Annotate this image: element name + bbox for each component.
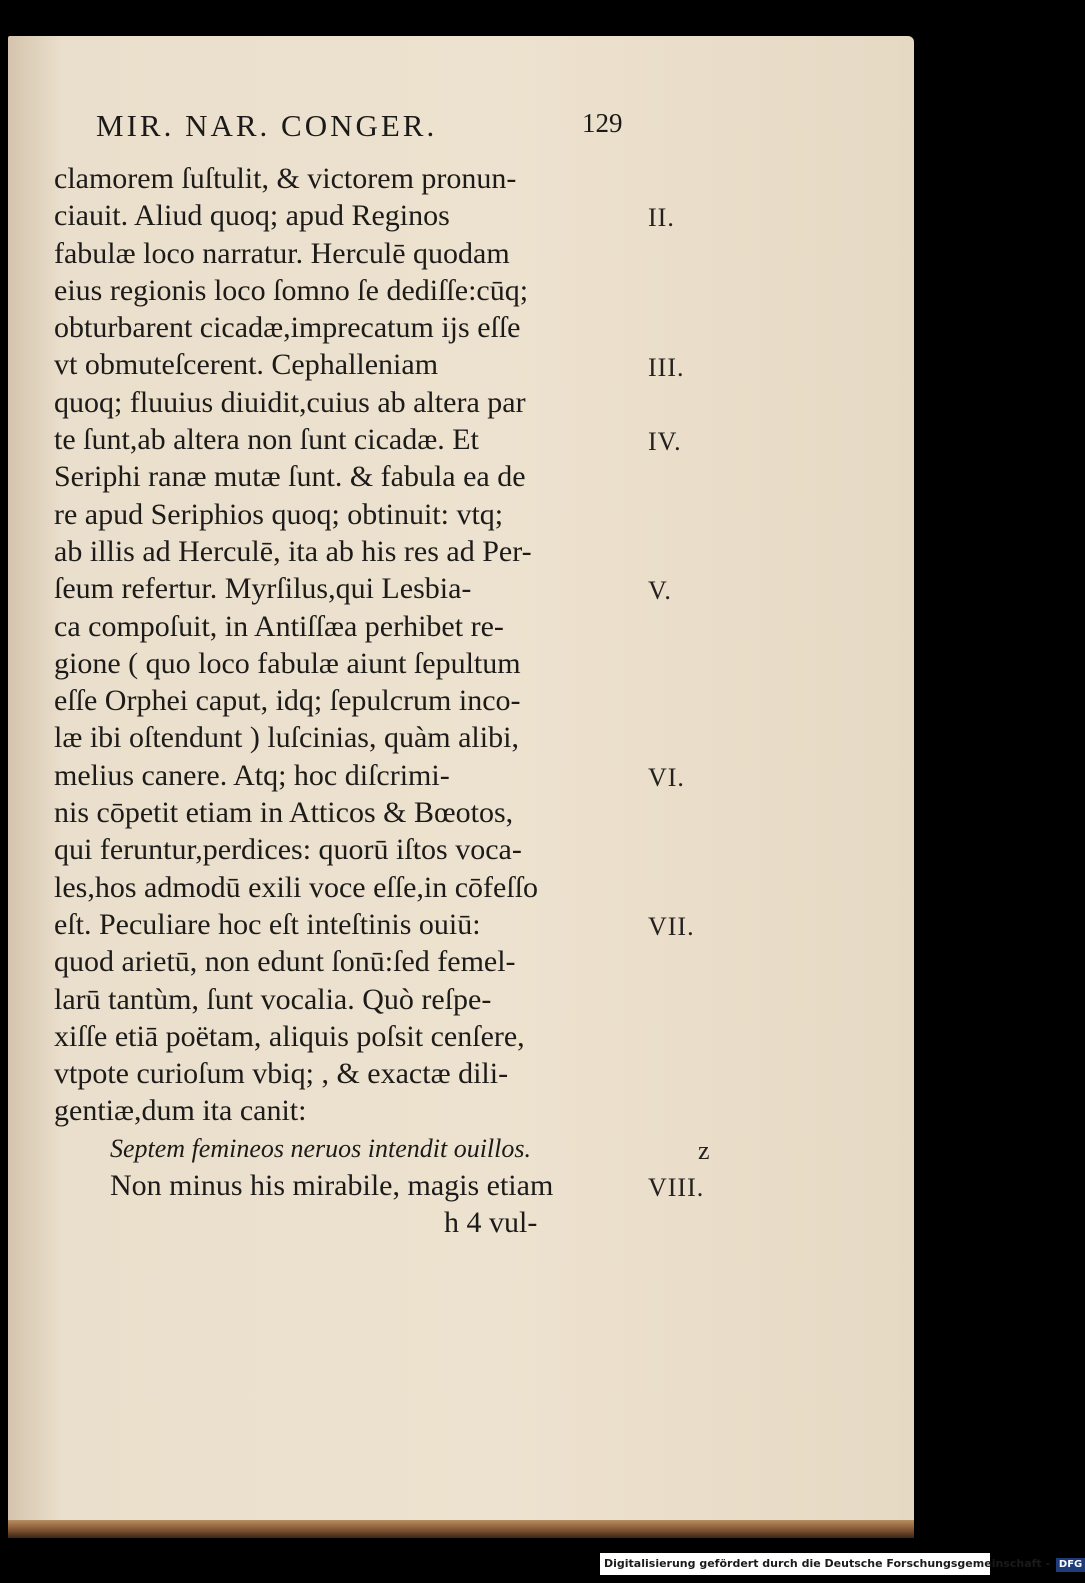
body-text [54,160,654,1242]
text-line: larū tantùm, ſunt vocalia. Quò reſpe- [54,982,492,1016]
text-line: Seriphi ranæ mutæ ſunt. & fabula ea de [54,460,526,494]
running-header [96,108,656,148]
marginal-number: III. [648,352,685,382]
text-line: vt obmuteſcerent. Cephalleniam [54,348,439,382]
signature-catchword: h 4 vul- [444,1206,538,1240]
marginal-number: VII. [648,912,695,941]
text-line: nis cōpetit etiam in Atticos & Bœotos, [54,796,514,830]
page-number: 129 [582,108,623,138]
marginal-number: V. [648,576,672,606]
verse-quote: Septem femineos neruos intendit ouillos. [110,1133,532,1163]
text-line: gione ( quo loco fabulæ aiunt ſepultum [54,646,521,680]
text-line: eius regionis loco ſomno ſe dediſſe:cūq; [54,273,529,307]
marginal-number: IV. [648,427,682,457]
text-line: ca compoſuit, in Antiſſæa perhibet re- [54,609,504,643]
text-line: qui feruntur,perdices: quorū iſtos voca- [54,833,522,867]
marginal-number: VI. [648,762,685,792]
text-line: re apud Seriphios quoq; obtinuit: vtq; [54,497,504,531]
text-line: obturbarent cicadæ,imprecatum ijs eſſe [54,311,521,345]
marginal-number: VIII. [648,1173,705,1203]
dfg-logo: DFG [1056,1558,1085,1572]
text-line: te ſunt,ab altera non ſunt cicadæ. Et [54,423,479,457]
footer-text: Digitalisierung gefördert durch die Deutsche Forschungsgemeinschaft - [604,1557,1051,1570]
footer-credit [600,1553,1083,1575]
text-line: læ ibi oſtendunt ) luſcinias, quàm alibi, [54,721,519,755]
text-line: melius canere. Atq; hoc diſcrimi- [54,758,450,792]
text-line: Non minus his mirabile, magis etiam [110,1169,554,1203]
text-line: eſſe Orphei caput, idq; ſepulcrum inco- [54,684,521,718]
running-title: MIR. NAR. CONGER. [96,108,438,143]
text-line: quod arietū, non edunt ſonū:ſed femel- [54,945,516,979]
text-line: ciauit. Aliud quoq; apud Reginos [54,199,450,233]
text-line: clamorem ſuſtulit, & victorem pronun- [54,162,517,195]
page-edge [8,1520,914,1538]
text-line: fabulæ loco narratur. Herculē quodam [54,236,510,270]
text-line: ſeum refertur. Myrſilus,qui Lesbia- [54,572,472,606]
text-line: quoq; fluuius diuidit,cuius ab altera par [54,385,526,419]
text-line: gentiæ,dum ita canit: [54,1094,307,1128]
text-line: ab illis ad Herculē, ita ab his res ad Per- [54,534,532,568]
text-line: les,hos admodū exili voce eſſe,in cōfeſſo [54,870,539,904]
text-line: xiſſe etiā poëtam, aliquis poſsit cenſere, [54,1019,525,1053]
text-line: eſt. Peculiare hoc eſt inteſtinis ouiū: [54,907,481,941]
marginal-number: II. [648,203,675,233]
marginal-number: z [698,1135,711,1165]
text-line: vtpote curioſum vbiq; , & exactæ dili- [54,1057,509,1091]
